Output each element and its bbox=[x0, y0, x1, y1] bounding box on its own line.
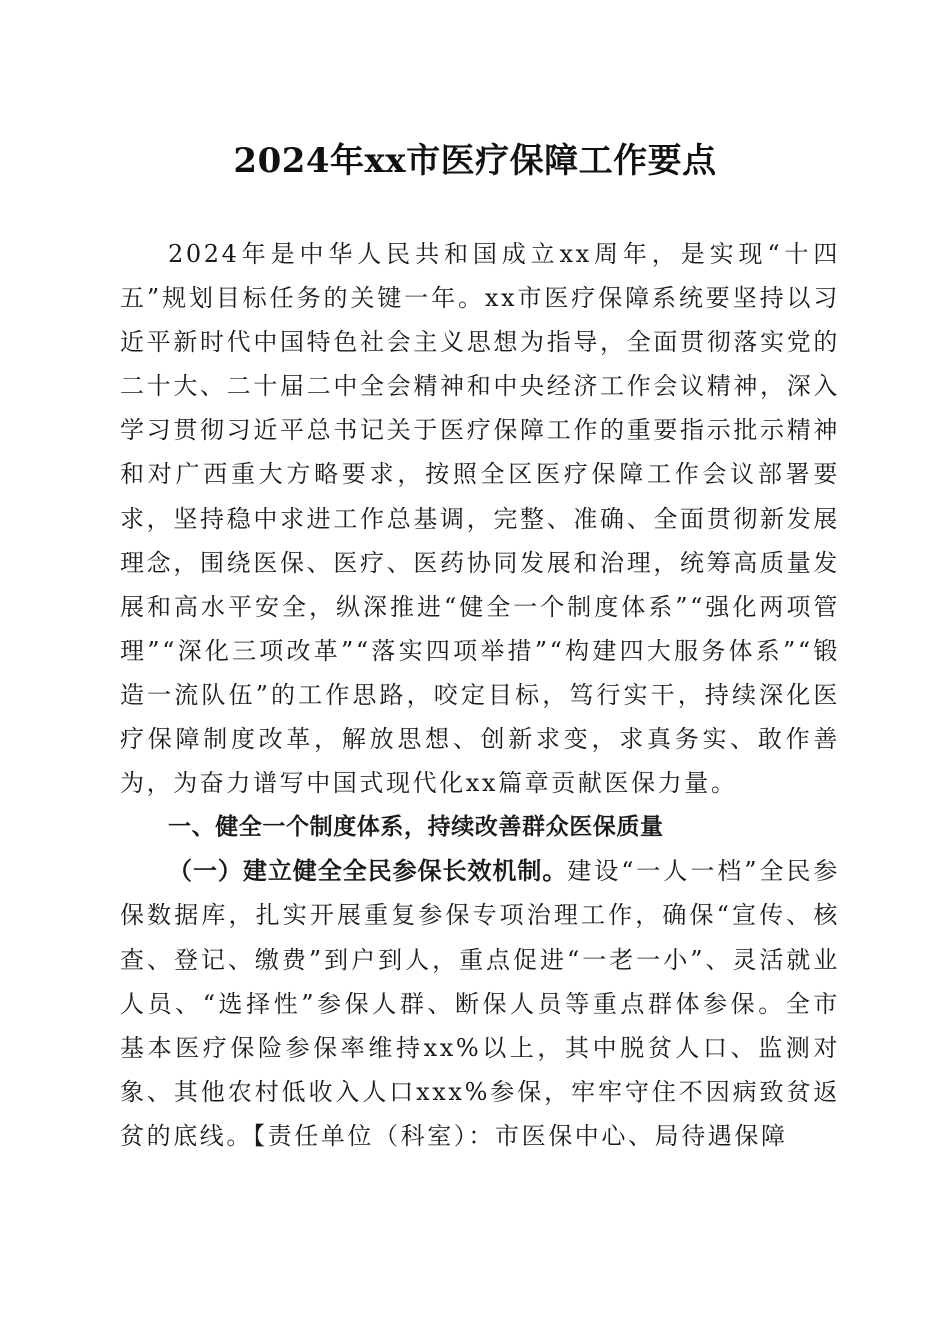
section-heading: 一、健全一个制度体系，持续改善群众医保质量 bbox=[168, 814, 664, 841]
item-heading: （一）建立健全全民参保长效机制。 bbox=[168, 857, 568, 886]
document-title: 2024年xx市医疗保障工作要点 bbox=[233, 141, 717, 181]
intro-paragraph: 2024年是中华人民共和国成立xx周年，是实现“十四五”规划目标任务的关键一年。xx市医疗保障系统要坚持以习近平新时代中国特色社会主义思想为指导，全面贯彻落实党的二十大、二十届二中全会精神和中央经济工作会议精神，深入学习贯彻习近平总书记关于医疗保障工作的重要指示批示精神和对广西重大方略要求，按照全区医疗保障工作会议部署要求，坚持稳中求进工作总基调，完整、准确、全面贯彻新发展理念，围绕医保、医疗、医药协同发展和治理，统筹高质量发展和高水平安全，纵深推进“健全一个制度体系”“强化两项管理”“深化三项改革”“落实四项举措”“构建四大服务体系”“锻造一流队伍”的工作思路，咬定目标，笃行实干，持续深化医疗保障制度改革，解放思想、创新求变，求真务实、敢作善为，为奋力谱写中国式现代化xx篇章贡献医保力量。 bbox=[120, 240, 840, 798]
item-body: 建设“一人一档”全民参保数据库，扎实开展重复参保专项治理工作，确保“宣传、核查、登记、缴费”到户到人，重点促进“一老一小”、灵活就业人员、“选择性”参保人群、断保人员等重点群体参保。全市基本医疗保险参保率维持xx%以上，其中脱贫人口、监测对象、其他农村低收入人口xxx%参保，牢牢守住不因病致贫返贫的底线。【责任单位（科室）：市医保中心、局待遇保障 bbox=[120, 857, 840, 1150]
document-body bbox=[120, 232, 840, 1158]
section-item-paragraph bbox=[120, 849, 840, 1158]
